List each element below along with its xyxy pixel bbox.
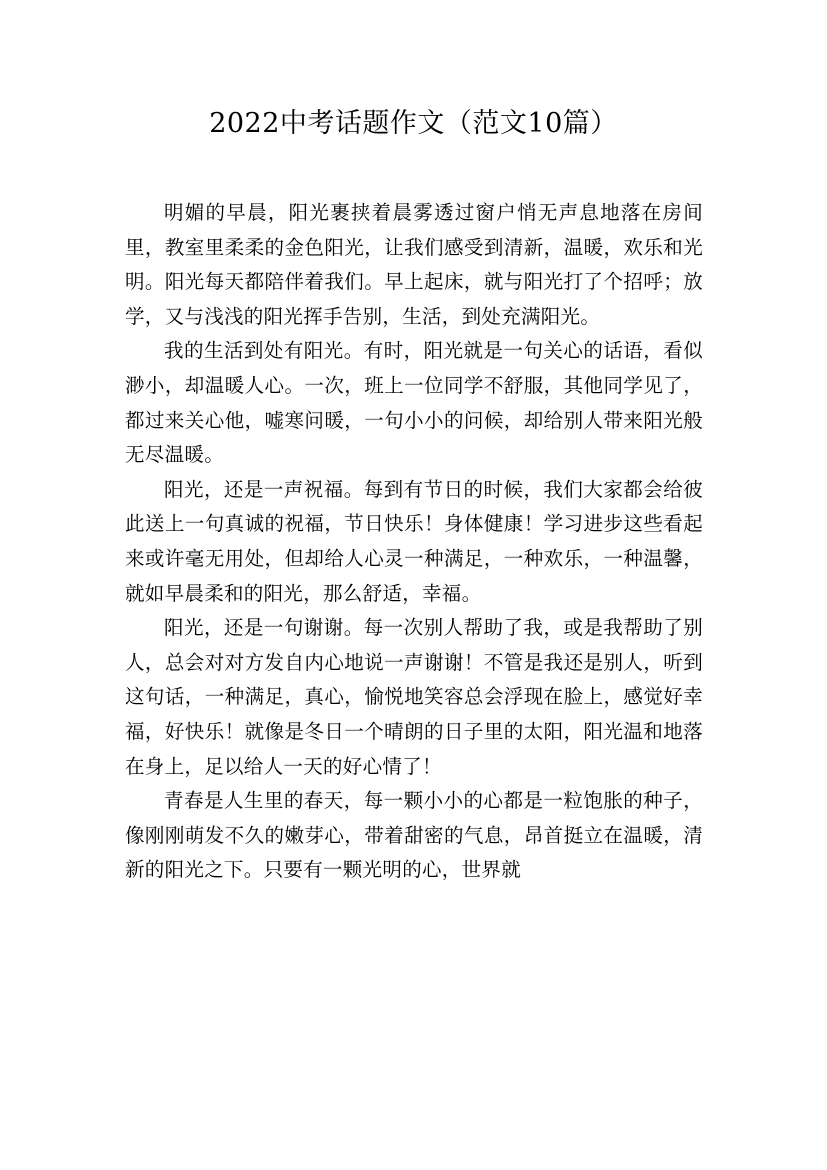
document-title: 2022中考话题作文（范文10篇） xyxy=(209,108,618,139)
paragraph-2: 我的生活到处有阳光。有时，阳光就是一句关心的话语，看似渺小，却温暖人心。一次，班上一位同学不舒服，其他同学见了，都过来关心他，嘘寒问暖，一句小小的问候，却给别人带来阳光般无尽温暖。 xyxy=(125,339,703,467)
paragraph-3: 阳光，还是一声祝福。每到有节日的时候，我们大家都会给彼此送上一句真诚的祝福，节日快乐！身体健康！学习进步这些看起来或许毫无用处，但却给人心灵一种满足，一种欢乐，一种温馨，就如早晨柔和的阳光，那么舒适，幸福。 xyxy=(125,477,703,605)
paragraph-4: 阳光，还是一句谢谢。每一次别人帮助了我，或是我帮助了别人，总会对对方发自内心地说一声谢谢！不管是我还是别人，听到这句话，一种满足，真心，愉悦地笑容总会浮现在脸上，感觉好幸福，好快乐！就像是冬日一个晴朗的日子里的太阳，阳光温和地落在身上，足以给人一天的好心情了！ xyxy=(125,616,703,778)
paragraph-5: 青春是人生里的春天，每一颗小小的心都是一粒饱胀的种子，像刚刚萌发不久的嫩芽心，带着甜密的气息，昂首挺立在温暖，清新的阳光之下。只要有一颗光明的心，世界就 xyxy=(125,789,703,882)
document-body xyxy=(125,196,703,888)
paragraph-1: 明媚的早晨，阳光裹挟着晨雾透过窗户悄无声息地落在房间里，教室里柔柔的金色阳光，让我们感受到清新，温暖，欢乐和光明。阳光每天都陪伴着我们。早上起床，就与阳光打了个招呼；放学，又与浅浅的阳光挥手告别，生活，到处充满阳光。 xyxy=(125,201,703,328)
